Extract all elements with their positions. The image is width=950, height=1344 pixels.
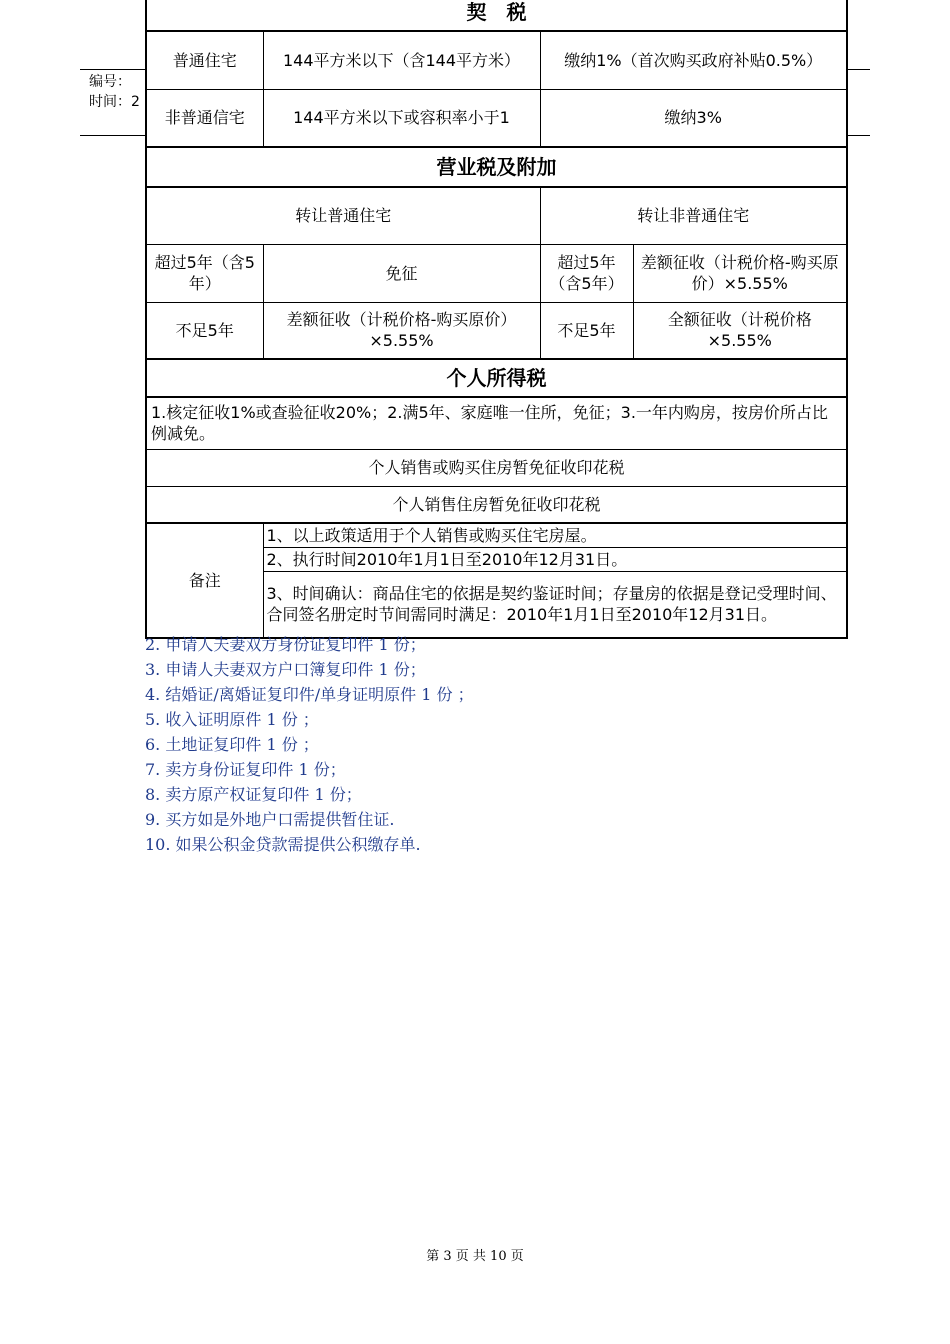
list-item: 7. 卖方身份证复印件 1 份； — [145, 760, 346, 779]
business-tax-title: 营业税及附加 — [146, 147, 847, 187]
ordinary-value: 差额征收（计税价格-购买原价）×5.55% — [263, 302, 540, 359]
ordinary-housing-header: 转让普通住宅 — [146, 187, 540, 244]
page-number-footer: 第 3 页 共 10 页 — [426, 1249, 524, 1264]
remark-item: 1、以上政策适用于个人销售或购买住宅房屋。 — [263, 523, 847, 548]
header-number-label: 编号： — [89, 74, 131, 90]
deed-tax-row — [146, 31, 847, 89]
remark-item: 3、时间确认：商品住宅的依据是契约鉴证时间；存量房的依据是登记受理时间、合同签名册定时节间需同时满足：2010年1月1日至2010年12月31日。 — [263, 572, 847, 638]
non-ordinary-value: 全额征收（计税价格×5.55% — [633, 302, 847, 359]
deed-tax-condition: 144平方米以下或容积率小于1 — [263, 89, 540, 147]
remark-item: 2、执行时间2010年1月1日至2010年12月31日。 — [263, 548, 847, 572]
business-tax-row — [146, 244, 847, 302]
ordinary-value: 免征 — [263, 244, 540, 302]
deed-tax-rate: 缴纳3% — [540, 89, 847, 147]
deed-tax-condition: 144平方米以下（含144平方米） — [263, 31, 540, 89]
income-tax-title: 个人所得税 — [146, 359, 847, 397]
business-tax-row — [146, 302, 847, 359]
stamp-tax-row: 个人销售或购买住房暂免征收印花税 — [146, 449, 847, 486]
list-item: 9. 买方如是外地户口需提供暂住证. — [145, 810, 395, 829]
deed-tax-label: 非普通信宅 — [146, 89, 263, 147]
non-ordinary-value: 差额征收（计税价格-购买原价）×5.55% — [633, 244, 847, 302]
list-item: 10. 如果公积金贷款需提供公积缴存单. — [145, 835, 421, 854]
deed-tax-label: 普通住宅 — [146, 31, 263, 89]
stamp-tax-row: 个人销售住房暂免征收印花税 — [146, 486, 847, 523]
ordinary-term: 不足5年 — [146, 302, 263, 359]
list-item: 2. 申请人夫妻双方身份证复印件 1 份； — [145, 635, 426, 654]
list-item: 8. 卖方原产权证复印件 1 份； — [145, 785, 362, 804]
header-time-label: 时间：2 — [89, 94, 140, 110]
deed-tax-rate: 缴纳1%（首次购买政府补贴0.5%） — [540, 31, 847, 89]
tax-policy-table — [145, 0, 848, 639]
list-item: 5. 收入证明原件 1 份 ； — [145, 710, 319, 729]
requirements-list — [145, 632, 474, 857]
non-ordinary-housing-header: 转让非普通住宅 — [540, 187, 847, 244]
deed-tax-title: 契 税 — [146, 0, 847, 31]
ordinary-term: 超过5年（含5年） — [146, 244, 263, 302]
income-tax-text: 1.核定征收1%或查验征收20%；2.满5年、家庭唯一住所，免征；3.一年内购房，按房价所占比例减免。 — [146, 397, 847, 449]
deed-tax-row — [146, 89, 847, 147]
list-item: 6. 土地证复印件 1 份 ； — [145, 735, 319, 754]
non-ordinary-term: 超过5年（含5年） — [540, 244, 633, 302]
list-item: 3. 申请人夫妻双方户口簿复印件 1 份； — [145, 660, 426, 679]
remarks-label: 备注 — [146, 523, 263, 638]
non-ordinary-term: 不足5年 — [540, 302, 633, 359]
list-item: 4. 结婚证/离婚证复印件/单身证明原件 1 份 ； — [145, 685, 474, 704]
